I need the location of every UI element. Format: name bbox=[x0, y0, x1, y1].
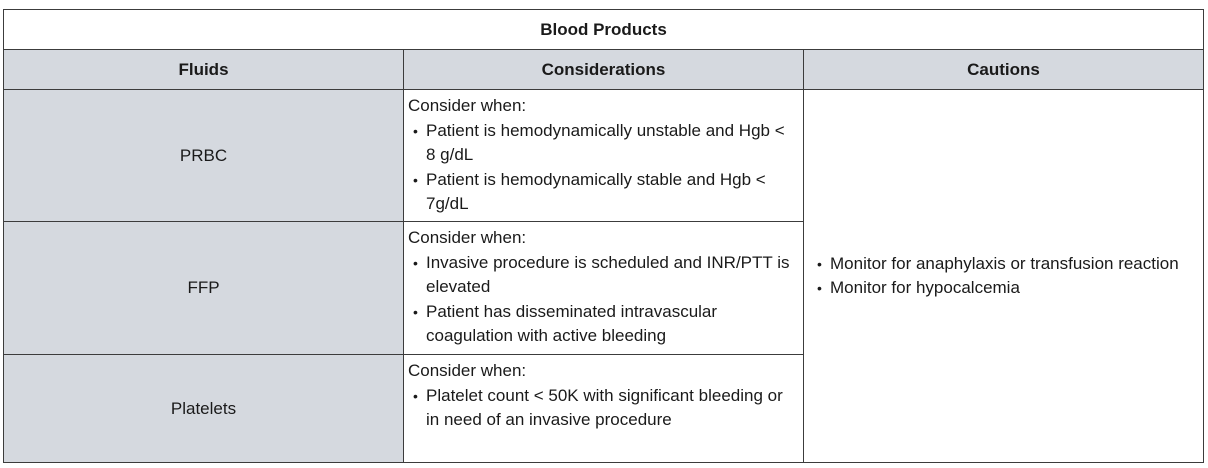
table-title: Blood Products bbox=[4, 10, 1204, 50]
fluid-name-prbc: PRBC bbox=[4, 90, 404, 222]
consider-when-label: Consider when: bbox=[408, 361, 527, 380]
header-cautions: Cautions bbox=[804, 50, 1204, 90]
blood-products-table bbox=[3, 9, 1204, 463]
considerations-list bbox=[408, 251, 795, 349]
considerations-ffp bbox=[404, 222, 804, 355]
cautions-cell bbox=[804, 90, 1204, 463]
list-item: • Monitor for hypocalcemia bbox=[812, 276, 1183, 301]
table-row bbox=[4, 90, 1204, 222]
list-item: • Patient has disseminated intravascular coagulation with active bleeding bbox=[408, 300, 795, 349]
considerations-list bbox=[408, 384, 795, 433]
list-item: • Platelet count < 50K with significant bleeding or in need of an invasive procedure bbox=[408, 384, 795, 433]
considerations-prbc bbox=[404, 90, 804, 222]
fluid-name-ffp: FFP bbox=[4, 222, 404, 355]
header-considerations: Considerations bbox=[404, 50, 804, 90]
list-item: • Monitor for anaphylaxis or transfusion reaction bbox=[812, 252, 1183, 277]
considerations-list bbox=[408, 119, 795, 217]
consider-when-label: Consider when: bbox=[408, 96, 527, 115]
list-item: • Patient is hemodynamically stable and Hgb < 7g/dL bbox=[408, 168, 795, 217]
fluid-name-platelets: Platelets bbox=[4, 355, 404, 463]
header-fluids: Fluids bbox=[4, 50, 404, 90]
consider-when-label: Consider when: bbox=[408, 228, 527, 247]
cautions-list bbox=[812, 252, 1183, 301]
considerations-platelets bbox=[404, 355, 804, 463]
list-item: • Patient is hemodynamically unstable and Hgb < 8 g/dL bbox=[408, 119, 795, 168]
list-item: • Invasive procedure is scheduled and INR/PTT is elevated bbox=[408, 251, 795, 300]
